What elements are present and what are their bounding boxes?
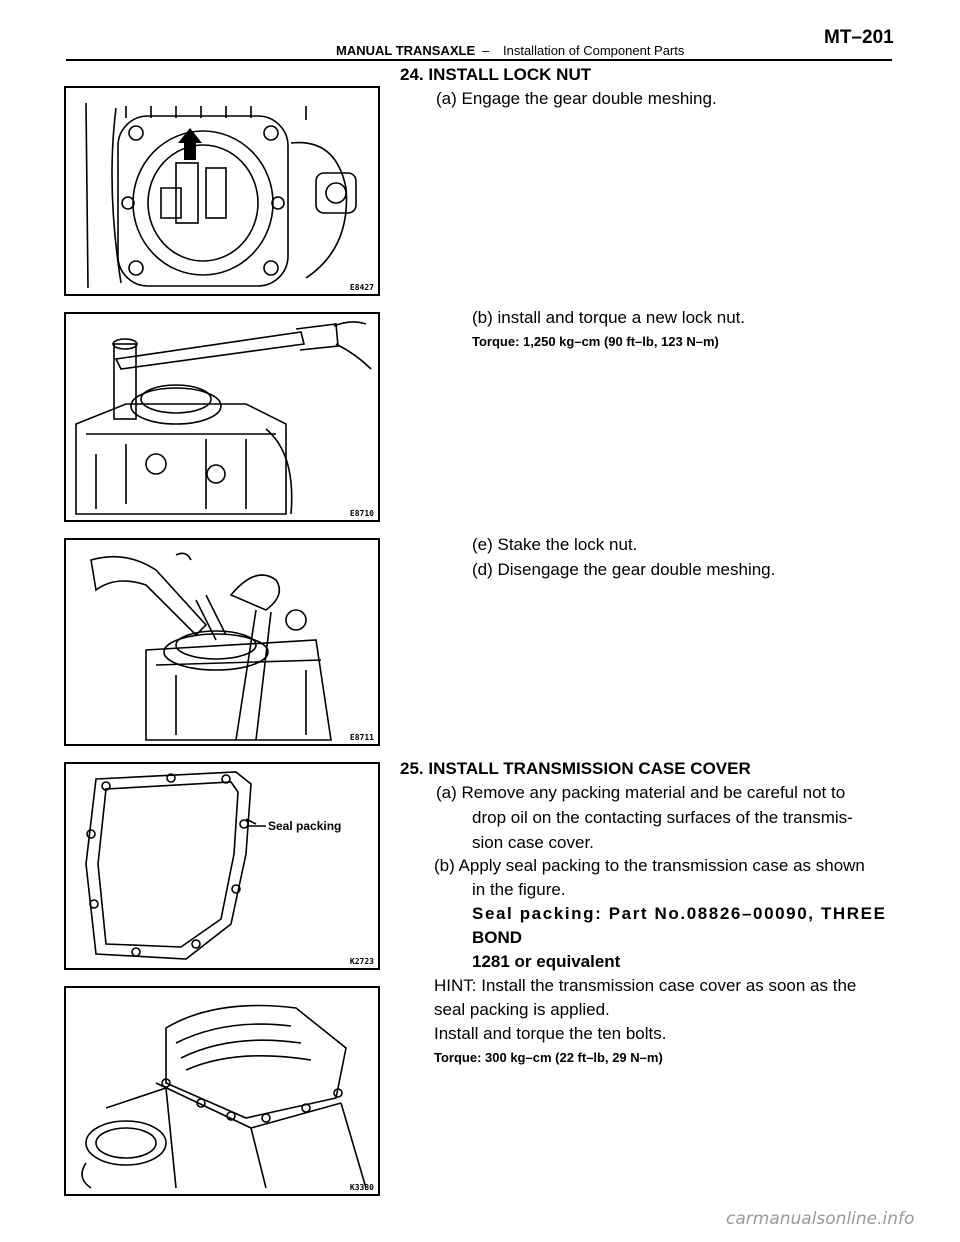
- figure-code: K2723: [349, 957, 374, 966]
- figure-case-cover: [64, 986, 380, 1196]
- seal-packing-part-line1: Seal packing: Part No.08826–00090, THREE: [472, 904, 887, 923]
- step-25-a-line2: drop oil on the contacting surfaces of the transmis-: [472, 808, 853, 827]
- seal-packing-part-line3: 1281 or equivalent: [472, 952, 621, 971]
- figure-seal-packing: [64, 762, 380, 970]
- step-25-title: 25. INSTALL TRANSMISSION CASE COVER: [400, 759, 751, 778]
- step-24-b: (b) install and torque a new lock nut.: [472, 308, 746, 327]
- figure-lock-nut-torque: [64, 312, 380, 522]
- hint-line1: HINT: Install the transmission case cover as soon as the: [434, 976, 857, 995]
- step-24-a: (a) Engage the gear double meshing.: [436, 89, 717, 108]
- step-24-d: (d) Disengage the gear double meshing.: [472, 560, 776, 579]
- page-number: MT–201: [824, 27, 894, 48]
- figure-code: E8711: [349, 733, 374, 742]
- gear-housing-illustration: [66, 88, 378, 294]
- step-24-torque: Torque: 1,250 kg–cm (90 ft–lb, 123 N–m): [472, 334, 719, 349]
- figure-stake-lock-nut: [64, 538, 380, 746]
- step-25-torque: Torque: 300 kg–cm (22 ft–lb, 29 N–m): [434, 1050, 663, 1065]
- watermark: carmanualsonline.info: [726, 1209, 915, 1229]
- case-cover-illustration: [66, 988, 378, 1194]
- step-25-a-line1: (a) Remove any packing material and be careful not to: [436, 783, 846, 802]
- seal-packing-part-line2: BOND: [472, 928, 523, 947]
- figure-code: E8427: [349, 283, 374, 292]
- header-dash: –: [482, 43, 490, 58]
- hammer-punch-illustration: [66, 540, 378, 744]
- header-rule: [66, 59, 892, 61]
- figure-code: K3380: [349, 1183, 374, 1192]
- step-24-e: (e) Stake the lock nut.: [472, 535, 638, 554]
- hint-line2: seal packing is applied.: [434, 1000, 610, 1019]
- case-gasket-illustration: [66, 764, 378, 968]
- step-25-b-line2: in the figure.: [472, 880, 566, 899]
- figure-code: E8710: [349, 509, 374, 518]
- header-section: MANUAL TRANSAXLE: [336, 43, 476, 58]
- figure-gear-meshing: [64, 86, 380, 296]
- step-25-a-line3: sion case cover.: [472, 833, 594, 852]
- step-24-title: 24. INSTALL LOCK NUT: [400, 65, 592, 84]
- step-25-b-line1: (b) Apply seal packing to the transmission case as shown: [434, 856, 865, 875]
- install-bolts: Install and torque the ten bolts.: [434, 1024, 667, 1043]
- seal-packing-label: Seal packing: [268, 819, 342, 833]
- header-subsection: Installation of Component Parts: [503, 43, 685, 58]
- torque-wrench-illustration: [66, 314, 378, 520]
